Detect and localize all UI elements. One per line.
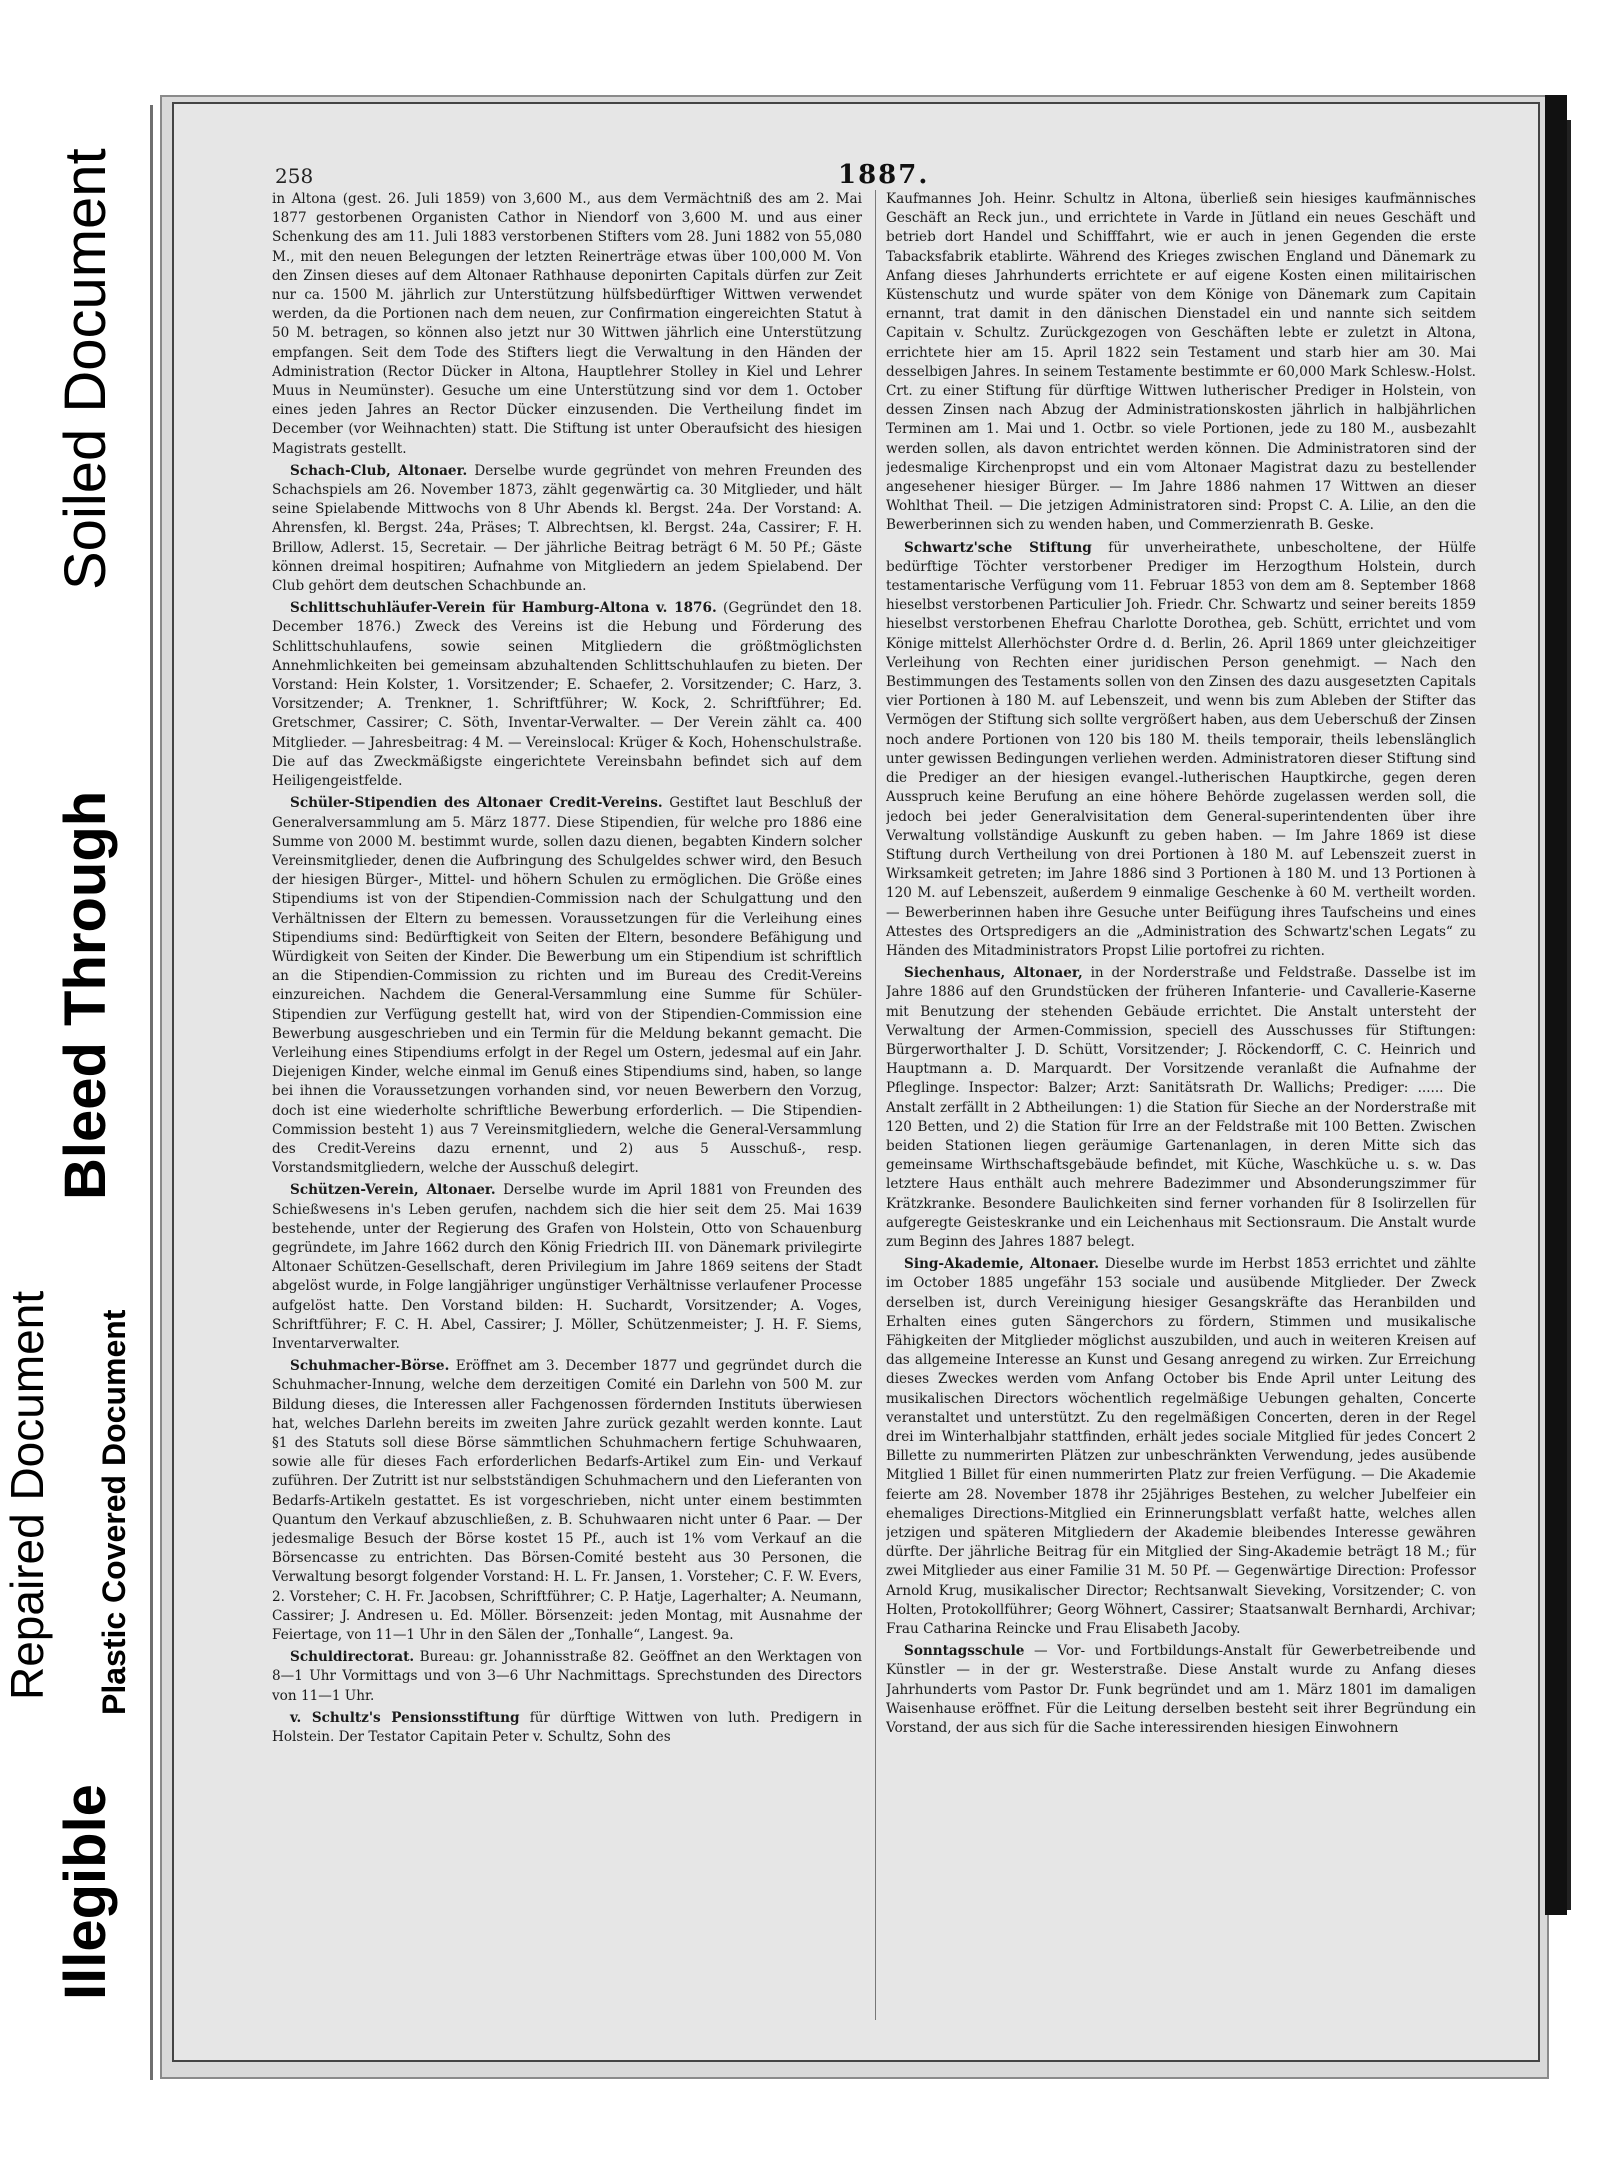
stamp-bleed-through: Bleed Through [53, 790, 118, 1200]
entry-paragraph [886, 1255, 1476, 1639]
entry-paragraph [886, 539, 1476, 961]
entry-heading: Schuhmacher-Börse. [290, 1358, 450, 1375]
entry-text: Kaufmannes Joh. Heinr. Schultz in Altona, überließ sein hiesiges kaufmännisches Geschäft an Reck jun., und errichtete in Varde in Jütland ein neues Geschäft und betrieb dort Handel und Schifffahrt, wie er auch in jenen Gegenden die erste Tabacksfabrik etablirte. Während des Krieges zwischen England und Dänemark zu Anfang dieses Jahrhunderts errichtete er auf eigene Kosten einen militairischen Küstenschutz und wurde später von dem Könige von Dänemark zum Capitain ernannt, trat damit in den dänischen Dienstadel ein und nannte sich seitdem Capitain v. Schultz. Zurückgezogen von Geschäften lebte er zuletzt in Altona, errichtete hier am 15. April 1822 sein Testament und starb hier am 30. Mai desselbigen Jahres. In seinem Testamente bestimmte er 60,000 Mark Schlesw.-Holst. Crt. zu einer Stiftung für dürftige Wittwen lutherischer Prediger in Holstein, von dessen Zinsen nach Abzug der Administrationskosten jährlich in halbjährlichen Terminen am 1. Mai und 1. Octbr. so viele Portionen, jede zu 180 M., ausbezahlt werden sollen, als davon entrichtet werden können. Die Administratoren sind der jedesmalige Kirchenpropst und ein vom Altonaer Magistrat dazu zu bestellender angesehener hiesiger Bürger. — Im Jahre 1886 nahmen 17 Wittwen an dieser Wohlthat Theil. — Die jetzigen Administratoren sind: Propst C. A. Lilie, an den die Bewerberinnen sich zu wenden haben, und Commerzienrath B. Geske. [886, 191, 1476, 534]
entry-text: Bureau: gr. Johannisstraße 82. Geöffnet an den Werktagen von 8—1 Uhr Vormittags und von 3—6 Uhr Nachmittags. Sprechstunden des Directors von 11—1 Uhr. [272, 1649, 862, 1704]
entry-text: Eröffnet am 3. December 1877 und gegründet durch die Schuhmacher-Innung, welche dem derzeitigen Comité ein Darlehn von 500 M. zur Bildung dieses, die Interessen aller Fachgenossen fördernden Instituts überwiesen hat, welches Darlehn bereits im zweiten Jahre zurück gezahlt werden konnte. Laut §1 des Statuts soll diese Börse sämmtlichen Schuhmachern fertige Schuhwaaren, sowie alle für dieses Fach erforderlichen Bedarfs-Artikel zum Ein- und Verkauf zuführen. Der Zutritt ist nur selbstständigen Schuhmachern und den Lieferanten von Bedarfs-Artikeln gestattet. Es ist vorgeschrieben, nicht unter einem bestimmten Quantum den Verkauf abzuschließen, z. B. Schuhwaaren nicht unter 6 Paar. — Der jedesmalige Besuch der Börse kostet 15 Pf., auch ist 1% vom Verkauf an die Börsencasse zu entrichten. Das Börsen-Comité besteht aus 30 Personen, die Verwaltung besorgt folgender Vorstand: H. L. Fr. Jansen, 1. Vorsteher; C. F. W. Evers, 2. Vorsteher; C. H. Fr. Jacobsen, Schriftführer; C. P. Hatje, Lagerhalter; A. Neumann, Cassirer; J. Andresen u. Ed. Möller. Börsenzeit: jeden Montag, mit Ausnahme der Feiertage, von 11—1 Uhr in den Sälen der „Tonhalle“, Langest. 9a. [272, 1358, 862, 1644]
entry-paragraph [272, 599, 862, 791]
stamp-soiled-document: Soiled Document [53, 148, 118, 590]
stamp-repaired-document: Repaired Document [1, 1290, 53, 1700]
stamp-plastic-covered: Plastic Covered Document [96, 1309, 132, 1715]
entry-heading: Sing-Akademie, Altonaer. [904, 1256, 1100, 1273]
entry-heading: Sonntagsschule [904, 1643, 1025, 1660]
page-year-heading: 1887. [838, 160, 930, 190]
left-text-column [272, 190, 862, 1990]
right-text-column [886, 190, 1476, 1990]
entry-text: in Altona (gest. 26. Juli 1859) von 3,600 M., aus dem Vermächtniß des am 2. Mai 1877 gestorbenen Organisten Cathor in Niendorf von 3,600 M. und aus einer Schenkung des am 11. Juli 1883 verstorbenen Stifters vom 28. Juni 1882 von 55,080 M., mit den neuen Belegungen der letzten Reinerträge etwas über 100,000 M. Von den Zinsen dieses auf dem Altonaer Rathhause deponirten Capitals dürfen zur Zeit nur ca. 1500 M. jährlich zur Unterstützung hülfsbedürftiger Wittwen verwendet werden, da die Portionen nach dem neuen, zur Confirmation eingereichten Statut à 50 M. betragen, so können also jetzt nur 30 Wittwen jährlich eine Unterstützung empfangen. Seit dem Tode des Stifters liegt die Verwaltung in den Händen der Administration (Rector Dücker in Altona, Hauptlehrer Stolley in Kiel und Lehrer Muus in Neumünster). Gesuche um eine Unterstützung sind vor dem 1. October eines jeden Jahres an Rector Dücker einzusenden. Die Vertheilung findet im December (vor Weihnachten) statt. Die Stiftung ist unter Oberaufsicht des hiesigen Magistrats gestellt. [272, 191, 862, 457]
entry-heading: Siechenhaus, Altonaer, [904, 965, 1083, 982]
entry-heading: Schützen-Verein, Altonaer. [290, 1182, 496, 1199]
stamp-illegible: Illegible [53, 1784, 118, 2000]
entry-paragraph [886, 190, 1476, 536]
entry-paragraph [272, 1709, 862, 1747]
entry-paragraph [272, 1357, 862, 1645]
entry-paragraph [272, 190, 862, 459]
entry-text: Derselbe wurde im April 1881 von Freunden des Schießwesens in's Leben gerufen, nachdem sich die hier seit dem 25. Mai 1639 bestehende, unter der Regierung des Grafen von Holstein, Otto von Schauenburg gegründete, im Jahre 1662 durch den König Friedrich III. von Dänemark privilegirte Altonaer Schützen-Gesellschaft, deren Privilegium im Jahre 1869 seitens der Stadt abgelöst wurde, in Folge langjähriger ungünstiger Verhältnisse verlaufener Processe aufgelöst hatte. Den Vorstand bilden: H. Suchardt, Vorsitzender; A. Voges, Schriftführer; F. C. H. Abel, Cassirer; J. Möller, Schützenmeister; J. H. F. Siems, Inventarverwalter. [272, 1182, 862, 1352]
entry-text: Gestiftet laut Beschluß der Generalversammlung am 5. März 1877. Diese Stipendien, für welche pro 1886 eine Summe von 2000 M. bestimmt wurde, sollen dazu dienen, begabten Kindern solcher Vereinsmitglieder, denen die Aufbringung des Schulgeldes schwer wird, den Besuch der hiesigen Bürger-, Mittel- und höhern Schulen zu ermöglichen. Die Größe eines Stipendiums ist von der Stipendien-Commission nach der Schulgattung und den Verhältnissen der Eltern zu bemessen. Voraussetzungen für die Verleihung eines Stipendiums sind: Bedürftigkeit von Seiten der Eltern, besondere Befähigung und Würdigkeit von Seiten der Kinder. Die Bewerbung um ein Stipendium ist schriftlich an die Stipendien-Commission zu richten und im Bureau des Credit-Vereins einzureichen. Nachdem die General-Versammlung eine Summe für Schüler-Stipendien zur Verfügung gestellt hat, wird von der Stipendien-Commission eine Bewerbung ausgeschrieben und ein Termin für die Meldung bekannt gemacht. Die Verleihung eines Stipendiums erfolgt in der Regel um Ostern, jedesmal auf ein Jahr. Diejenigen Kinder, welche einmal im Genuß eines Stipendiums sind, haben, so lange bei ihnen die Voraussetzungen vorhanden sind, vor neuen Bewerbern den Vorzug, doch ist eine wiederholte schriftliche Bewerbung erforderlich. — Die Stipendien-Commission besteht 1) aus 7 Vereinsmitgliedern, welche die General-Versammlung des Credit-Vereins dazu ernennt, und 2) aus 5 Ausschuß-, resp. Vorstandsmitgliedern, welche der Ausschuß delegirt. [272, 795, 862, 1177]
entry-text: — Vor- und Fortbildungs-Anstalt für Gewerbetreibende und Künstler — in der gr. Westerstraße. Diese Anstalt wurde zu Anfang dieses Jahrhunderts vom Pastor Dr. Funk begründet und am 1. März 1801 im damaligen Waisenhause eröffnet. Für die Leitung derselben besteht seit ihrer Begründung ein Vorstand, der aus sich für die Sache interessirenden hiesigen Einwohnern [886, 1643, 1476, 1737]
page-number: 258 [275, 164, 314, 188]
archive-stamp-strip [0, 0, 150, 2177]
entry-heading: Schuldirectorat. [290, 1649, 415, 1666]
entry-paragraph [886, 964, 1476, 1252]
entry-text: für unverheirathete, unbescholtene, der Hülfe bedürftige Töchter verstorbener Prediger im Herzogthum Holstein, durch testamentarische Verfügung vom 11. Februar 1853 von dem am 8. September 1868 hieselbst verstorbenen Particulier Joh. Friedr. Chr. Schwartz und seiner bereits 1859 hieselbst verstorbenen Ehefrau Charlotte Dorothea, geb. Schütt, errichtet und vom Könige mittelst Allerhöchster Ordre d. d. Berlin, 26. April 1869 unter gleichzeitiger Verleihung von Rechten einer juridischen Person genehmigt. — Nach den Bestimmungen des Testaments sollen von den Zinsen des dazu ausgesetzten Capitals vier Portionen à 180 M. auf Lebenszeit, und wenn bis zum Ableben der Stifter das Vermögen der Stiftung sich sollte vergrößert haben, aus dem Ueberschuß der Zinsen noch andere Portionen von 120 bis 180 M. theils temporair, theils lebenslänglich unter gewissen Bedingungen verliehen werden. Administratoren dieser Stiftung sind die Prediger an der hiesigen evangel.-lutherischen Hauptkirche, gegen deren Ausspruch keine Berufung an eine höhere Behörde zugelassen werden soll, die jedoch bei jeder Generalvisitation dem General-superintendenten über ihre Verwaltung vollständige Auskunft zu geben haben. — Im Jahre 1869 ist diese Stiftung durch Vertheilung von drei Portionen à 180 M. auf Lebenszeit zuerst in Wirksamkeit getreten; im Jahre 1886 sind 3 Portionen à 180 M. und 13 Portionen à 120 M. auf Lebenszeit, außerdem 9 einmalige Geschenke à 60 M. vertheilt worden. — Bewerberinnen haben ihre Gesuche unter Beifügung ihres Taufscheins und eines Attestes des Ortspredigers an die „Administration des Schwartz'schen Legats“ zu Händen des Mitadministrators Propst Lilie portofrei zu richten. [886, 539, 1476, 959]
entry-heading: Schach-Club, Altonaer. [290, 462, 468, 479]
entry-paragraph [272, 462, 862, 596]
entry-text: in der Norderstraße und Feldstraße. Dasselbe ist im Jahre 1886 auf den Grundstücken der früheren Infanterie- und Cavallerie-Kaserne mit Benutzung der stehenden Gebäude errichtet. Die Anstalt untersteht der Verwaltung der Armen-Commission, speciell des Ausschusses für Stiftungen: Bürgerworthalter J. D. Schütt, Vorsitzender; J. Röckendorff, C. C. Heinrich und Hauptmann a. D. Marquardt. Der Vorsitzende veranlaßt die Aufnahme der Pfleglinge. Inspector: Balzer; Arzt: Sanitätsrath Dr. Wallichs; Prediger: ...... Die Anstalt zerfällt in 2 Abtheilungen: 1) die Station für Sieche an der Norderstraße mit 120 Betten, und 2) die Station für Irre an der Feldstraße mit 100 Betten. Zwischen beiden Stationen liegen geräumige Gartenanlagen, in deren Mitte sich das gemeinsame Wirthschaftsgebäude befindet, mit Küche, Waschküche u. s. w. Das letztere Haus enthält auch mehrere Badezimmer und Absonderungszimmer für Krätzkranke. Besondere Baulichkeiten sind ferner vorhanden für 8 Isolirzellen für aufgeregte Geisteskranke und ein Leichenhaus mit Sectionsraum. Die Anstalt wurde zum Beginn des Jahres 1887 belegt. [886, 965, 1476, 1250]
entry-paragraph [886, 1642, 1476, 1738]
entry-text: Dieselbe wurde im Herbst 1853 errichtet und zählte im October 1885 ungefähr 153 sociale und ausübende Mitglieder. Der Zweck derselben ist, durch Vereinigung hiesiger Gesangskräfte das Heranbilden und Erhalten eines guten Sängerchors zu fördern, Stimmen und musikalische Fähigkeiten der Mitglieder möglichst auszubilden, und auch in weiteren Kreisen auf das allgemeine Interesse an Kunst und Gesang anregend zu wirken. Zur Erreichung dieses Zweckes werden vom Anfang October bis Ende April unter Leitung des musikalischen Directors wöchentlich regelmäßige Uebungen gehalten, Concerte veranstaltet und unterstützt. Zu den regelmäßigen Concerten, deren in der Regel drei im Winterhalbjahr stattfinden, erhält jedes sociale Mitglied für jedes Concert 2 Billette zu nummerirten Plätzen zur unbeschränkten Verwendung, jedes ausübende Mitglied 1 Billet für einen nummerirten Platz zur freien Verfügung. — Die Akademie feierte am 28. November 1878 ihr 25jähriges Bestehen, zu welcher Jubelfeier ein ehemaliges Directions-Mitglied ein Erinnerungsblatt verfaßt hatte, welches allen jetzigen und späteren Mitgliedern der Akademie bleibendes Interesse gewähren dürfte. Der jährliche Beitrag für ein Mitglied der Sing-Akademie beträgt 18 M.; für zwei Mitglieder aus einer Familie 31 M. 50 Pf. — Gegenwärtige Direction: Professor Arnold Krug, musikalischer Director; Rechtsanwalt Sieveking, Vorsitzender; C. von Holten, Protokollführer; Georg Wöhnert, Cassirer; Staatsanwalt Bernhardi, Archivar; Frau Catharina Reincke und Frau Elisabeth Jacoby. [886, 1256, 1476, 1638]
entry-heading: Schlittschuhläufer-Verein für Hamburg-Altona v. 1876. [290, 600, 717, 617]
entry-paragraph [272, 1648, 862, 1706]
entry-text: für dürftige Wittwen von luth. Predigern in Holstein. Der Testator Capitain Peter v. Schultz, Sohn des [272, 1709, 862, 1746]
column-divider [875, 190, 876, 2020]
entry-heading: Schüler-Stipendien des Altonaer Credit-Vereins. [290, 795, 663, 812]
entry-paragraph [272, 794, 862, 1178]
entry-text: (Gegründet den 18. December 1876.) Zweck des Vereins ist die Hebung und Förderung des Schlittschuhlaufens, sowie seinen Mitgliedern die größtmöglichsten Annehmlichkeiten bei gemeinsam abzuhaltenden Schlittschuhlaufen zu bieten. Der Vorstand: Hein Kolster, 1. Vorsitzender; E. Schaefer, 2. Vorsitzender; C. Harz, 3. Vorsitzender; A. Trenkner, 1. Schriftführer; W. Kock, 2. Schriftführer; Ed. Gretschmer, Cassirer; C. Söth, Inventar-Verwalter. — Der Verein zählt ca. 400 Mitglieder. — Jahresbeitrag: 4 M. — Vereinslocal: Krüger & Koch, Hohenschulstraße. Die auf das Zweckmäßigste eingerichtete Vereinsbahn befindet sich auf dem Heiligengeistfelde. [272, 600, 862, 790]
facing-page-edge [1567, 120, 1600, 1910]
entry-heading: v. Schultz's Pensionsstiftung [290, 1709, 520, 1726]
entry-text: Derselbe wurde gegründet von mehren Freunden des Schachspiels am 26. November 1873, zählt gegenwärtig ca. 30 Mitglieder, und hält seine Spielabende Mittwochs von 8 Uhr Abends kl. Bergst. 24a. Der Vorstand: A. Ahrensfen, kl. Bergst. 24a, Präses; T. Albrechtsen, kl. Bergst. 24a, Cassirer; F. H. Brillow, Adlerst. 15, Secretair. — Der jährliche Beitrag beträgt 6 M. 50 Pf.; Gäste können dreimal hospitiren; Aufnahme von Mitgliedern an jedem Spielabend. Der Club gehört dem deutschen Schachbunde an. [272, 462, 862, 595]
binding-shadow [1545, 95, 1567, 1915]
entry-heading: Schwartz'sche Stiftung [904, 539, 1092, 556]
entry-paragraph [272, 1181, 862, 1354]
